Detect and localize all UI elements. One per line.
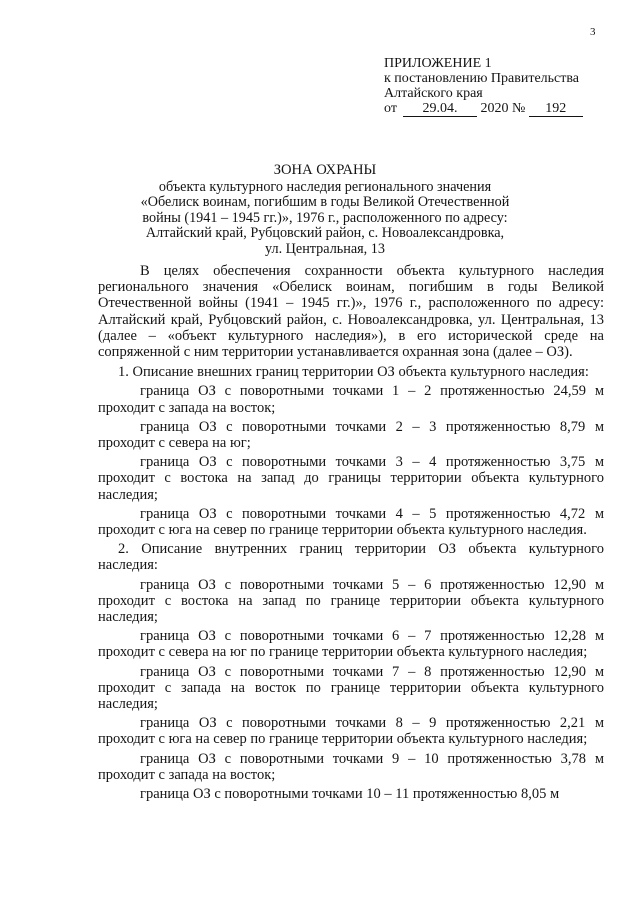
- boundary-item: граница ОЗ с поворотными точками 4 – 5 протяженностью 4,72 м проходит с юга на север по границе территории объекта культурного наследия.: [98, 505, 604, 539]
- boundary-item: граница ОЗ с поворотными точками 10 – 11 протяженностью 8,05 м: [140, 786, 560, 803]
- boundary-item: граница ОЗ с поворотными точками 6 – 7 протяженностью 12,28 м проходит с севера на юг по границе территории объекта культурного наследия;: [98, 628, 604, 661]
- heading-line: «Обелиск воинам, погибшим в годы Великой Отечественной: [140, 194, 510, 210]
- appendix-line-2: Алтайского края: [384, 86, 483, 101]
- section-heading-internal: 2. Описание внутренних границ территории ОЗ объекта культурного наследия:: [98, 541, 604, 574]
- boundary-item: граница ОЗ с поворотными точками 5 – 6 протяженностью 12,90 м проходит с востока на запад по границе территории объекта культурного наследия;: [98, 576, 604, 626]
- appendix-line-1: к постановлению Правительства: [384, 71, 580, 86]
- boundary-item: граница ОЗ с поворотными точками 1 – 2 протяженностью 24,59 м проходит с запада на восток;: [98, 383, 604, 416]
- heading-line: Алтайский край, Рубцовский район, с. Новоалександровка,: [145, 225, 505, 241]
- heading-line: войны (1941 – 1945 гг.)», 1976 г., расположенного по адресу:: [142, 209, 508, 226]
- boundary-item: граница ОЗ с поворотными точками 9 – 10 протяженностью 3,78 м проходит с запада на восток;: [98, 750, 604, 783]
- document-body: [98, 263, 604, 805]
- document-heading: [100, 163, 550, 257]
- appendix-block: [384, 56, 624, 117]
- boundary-item: граница ОЗ с поворотными точками 3 – 4 протяженностью 3,75 м проходит с востока на запад до границы территории объекта культурного наследия;: [98, 454, 604, 503]
- year-number-prefix: 2020 №: [480, 101, 526, 116]
- appendix-title: ПРИЛОЖЕНИЕ 1: [384, 56, 492, 71]
- heading-line: объекта культурного наследия регионального значения: [158, 178, 492, 195]
- boundary-item: граница ОЗ с поворотными точками 2 – 3 протяженностью 8,79 м проходит с севера на юг;: [98, 418, 604, 452]
- boundary-item: граница ОЗ с поворотными точками 7 – 8 протяженностью 12,90 м проходит с запада на восток по границе территории объекта культурного наследия;: [98, 663, 604, 713]
- boundary-item: граница ОЗ с поворотными точками 8 – 9 протяженностью 2,21 м проходит с юга на север по границе территории объекта культурного наследия;: [98, 715, 604, 748]
- intro-paragraph: В целях обеспечения сохранности объекта культурного наследия регионального значения «Обелиск воинам, погибшим в годы Великой Отечественной войны (1941 – 1945 гг.)», 1976 г., расположенного по адресу: Алтайский край, Рубцовский район, с. Новоалександровка, ул. Центральная, 13 (далее – «объект культурного наследия»), в его исторической среде на сопряженной с ним территории устанавливается охранная зона (далее – ОЗ).: [98, 263, 604, 361]
- section-heading-external: 1. Описание внешних границ территории ОЗ объекта культурного наследия:: [118, 364, 589, 381]
- resolution-date: 29.04.: [403, 102, 477, 117]
- appendix-date-line: [384, 101, 624, 117]
- resolution-number: 192: [529, 102, 583, 117]
- heading-title: ЗОНА ОХРАНЫ: [273, 162, 377, 178]
- date-prefix: от: [384, 101, 397, 116]
- page-number: 3: [590, 26, 596, 38]
- heading-line: ул. Центральная, 13: [265, 240, 385, 257]
